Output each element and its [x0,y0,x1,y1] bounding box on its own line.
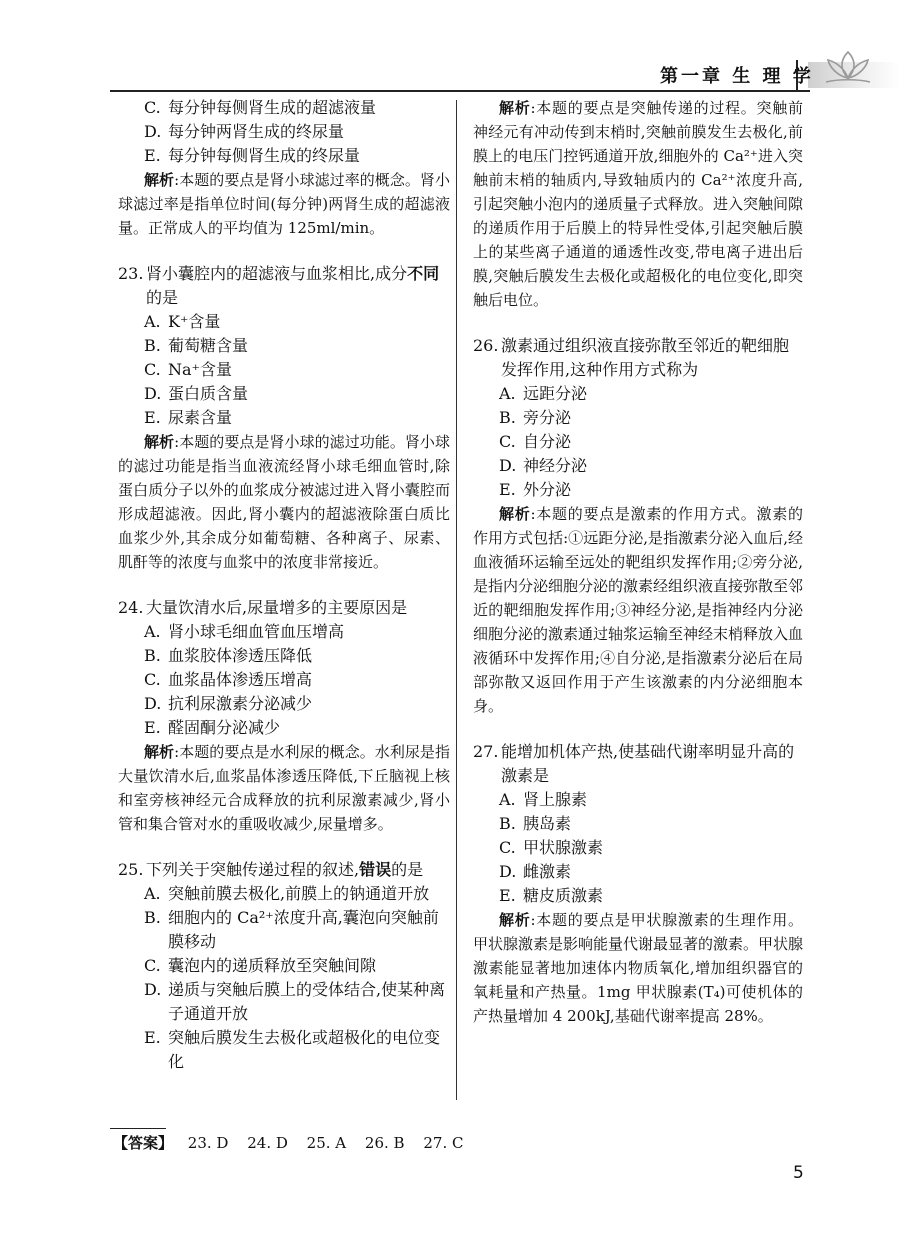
option: A. K⁺含量 [144,312,221,331]
option: A. 突触前膜去极化,前膜上的钠通道开放 [144,884,430,903]
question-number: 26. [473,336,499,355]
question-stem: 能增加机体产热,使基础代谢率明显升高的激素是 [501,742,795,785]
answer-rule [110,1128,166,1129]
option: D. 雌激素 [499,862,572,881]
option: D. 神经分泌 [499,456,588,475]
explanation: 解析:本题的要点是肾小球滤过率的概念。肾小球滤过率是指单位时间(每分钟)两肾生成的超滤液量。正常成人的平均值为 125ml/min。 [118,171,450,237]
explanation: 解析:本题的要点是激素的作用方式。激素的作用方式包括:①远距分泌,是指激素分泌入血后,经血液循环运输至远处的靶组织发挥作用;②旁分泌,是指内分泌细胞分泌的激素经组织液直接弥散至邻近的靶细胞发挥作用;③神经分泌,是指神经内分泌细胞分泌的激素通过轴浆运输至神经末梢释放入血液循环中发挥作用;④自分泌,是指激素分泌后在局部弥散又返回作用于产生该激素的内分泌细胞本身。 [473,505,804,715]
lotus-logo-icon [818,46,878,88]
option: C. 每分钟每侧肾生成的超滤液量 [144,98,377,117]
option: E. 糖皮质激素 [499,886,604,905]
left-column [118,96,450,1074]
question-25 [118,858,450,1074]
question-26 [473,334,803,718]
explanation-label: 解析 [499,99,531,117]
question-number: 24. [118,598,144,617]
question-stem: 肾小囊腔内的超滤液与血浆相比,成分不同的是 [146,264,440,307]
question-stem: 激素通过组织液直接弥散至邻近的靶细胞发挥作用,这种作用方式称为 [501,336,790,379]
page-number: 5 [793,1163,804,1183]
option: C. 囊泡内的递质释放至突触间隙 [144,956,377,975]
question-number: 25. [118,860,144,879]
option: A. 远距分泌 [499,384,588,403]
option: C. Na⁺含量 [144,360,232,379]
option: B. 胰岛素 [499,814,572,833]
explanation-label: 解析 [499,505,531,523]
option: B. 旁分泌 [499,408,572,427]
chapter-title: 第一章 生 理 学 [660,66,814,87]
option: D. 递质与突触后膜上的受体结合,使某种离子通道开放 [144,980,446,1023]
option: B. 葡萄糖含量 [144,336,249,355]
explanation-label: 解析 [144,171,175,189]
question-number: 23. [118,264,144,283]
option: B. 细胞内的 Ca²⁺浓度升高,囊泡向突触前膜移动 [144,908,439,951]
answer-item: 23. D [187,1134,229,1152]
option: E. 每分钟每侧肾生成的终尿量 [144,146,361,165]
answer-item: 27. C [423,1134,464,1152]
question-number: 27. [473,742,499,761]
answer-item: 24. D [247,1134,288,1152]
question-23 [118,262,450,574]
answer-item: 25. A [306,1134,347,1152]
question-24 [118,596,450,836]
question-stem: 大量饮清水后,尿量增多的主要原因是 [146,598,408,617]
option: C. 自分泌 [499,432,572,451]
column-divider [456,100,457,1100]
explanation: 解析:本题的要点是水利尿的概念。水利尿是指大量饮清水后,血浆晶体渗透压降低,下丘脑视上核和室旁核神经元合成释放的抗利尿激素减少,肾小管和集合管对水的重吸收减少,尿量增多。 [118,743,450,833]
answer-key [113,1133,477,1153]
explanation: 解析:本题的要点是甲状腺激素的生理作用。甲状腺激素是影响能量代谢最显著的激素。甲状腺激素能显著地加速体内物质氧化,增加组织器官的氧耗量和产热量。1mg 甲状腺素(T₄)可使机体的产热量增加 4 200kJ,基础代谢率提高 28%。 [473,911,804,1025]
option: C. 甲状腺激素 [499,838,604,857]
header-rule [110,90,810,92]
option: B. 血浆胶体渗透压降低 [144,646,313,665]
explanation-label: 解析 [144,433,175,451]
option: E. 醛固酮分泌减少 [144,718,281,737]
option: E. 突触后膜发生去极化或超极化的电位变化 [144,1028,441,1071]
option: E. 尿素含量 [144,408,233,427]
option: D. 抗利尿激素分泌减少 [144,694,313,713]
explanation-label: 解析 [499,911,531,929]
option: A. 肾上腺素 [499,790,588,809]
explanation: 解析:本题的要点是肾小球的滤过功能。肾小球的滤过功能是指当血液流经肾小球毛细血管时,除蛋白质分子以外的血浆成分被滤过进入肾小囊腔而形成超滤液。因此,肾小囊内的超滤液除蛋白质比血浆少外,其余成分如葡萄糖、各种离子、尿素、肌酐等的浓度与血浆中的浓度非常接近。 [118,433,450,571]
question-stem: 下列关于突触传递过程的叙述,错误的是 [146,860,424,879]
right-column [473,96,803,1028]
answer-item: 26. B [364,1134,405,1152]
option: C. 血浆晶体渗透压增高 [144,670,313,689]
option: D. 蛋白质含量 [144,384,249,403]
option: D. 每分钟两肾生成的终尿量 [144,122,345,141]
question-27 [473,740,803,1028]
answer-label: 【答案】 [113,1134,174,1152]
explanation-label: 解析 [144,743,175,761]
explanation: 解析:本题的要点是突触传递的过程。突触前神经元有冲动传到末梢时,突触前膜发生去极化,前膜上的电压门控钙通道开放,细胞外的 Ca²⁺进入突触前末梢的轴质内,导致轴质内的 Ca²⁺浓度升高,引起突触小泡内的递质量子式释放。进入突触间隙的递质作用于后膜上的特异性受体,引起突触后膜上的某些离子通道的通透性改变,带电离子进出后膜,突触后膜发生去极化或超极化的电位变化,即突触后电位。 [473,99,804,309]
question-22-tail [118,96,450,240]
option: E. 外分泌 [499,480,572,499]
option: A. 肾小球毛细血管血压增高 [144,622,345,641]
